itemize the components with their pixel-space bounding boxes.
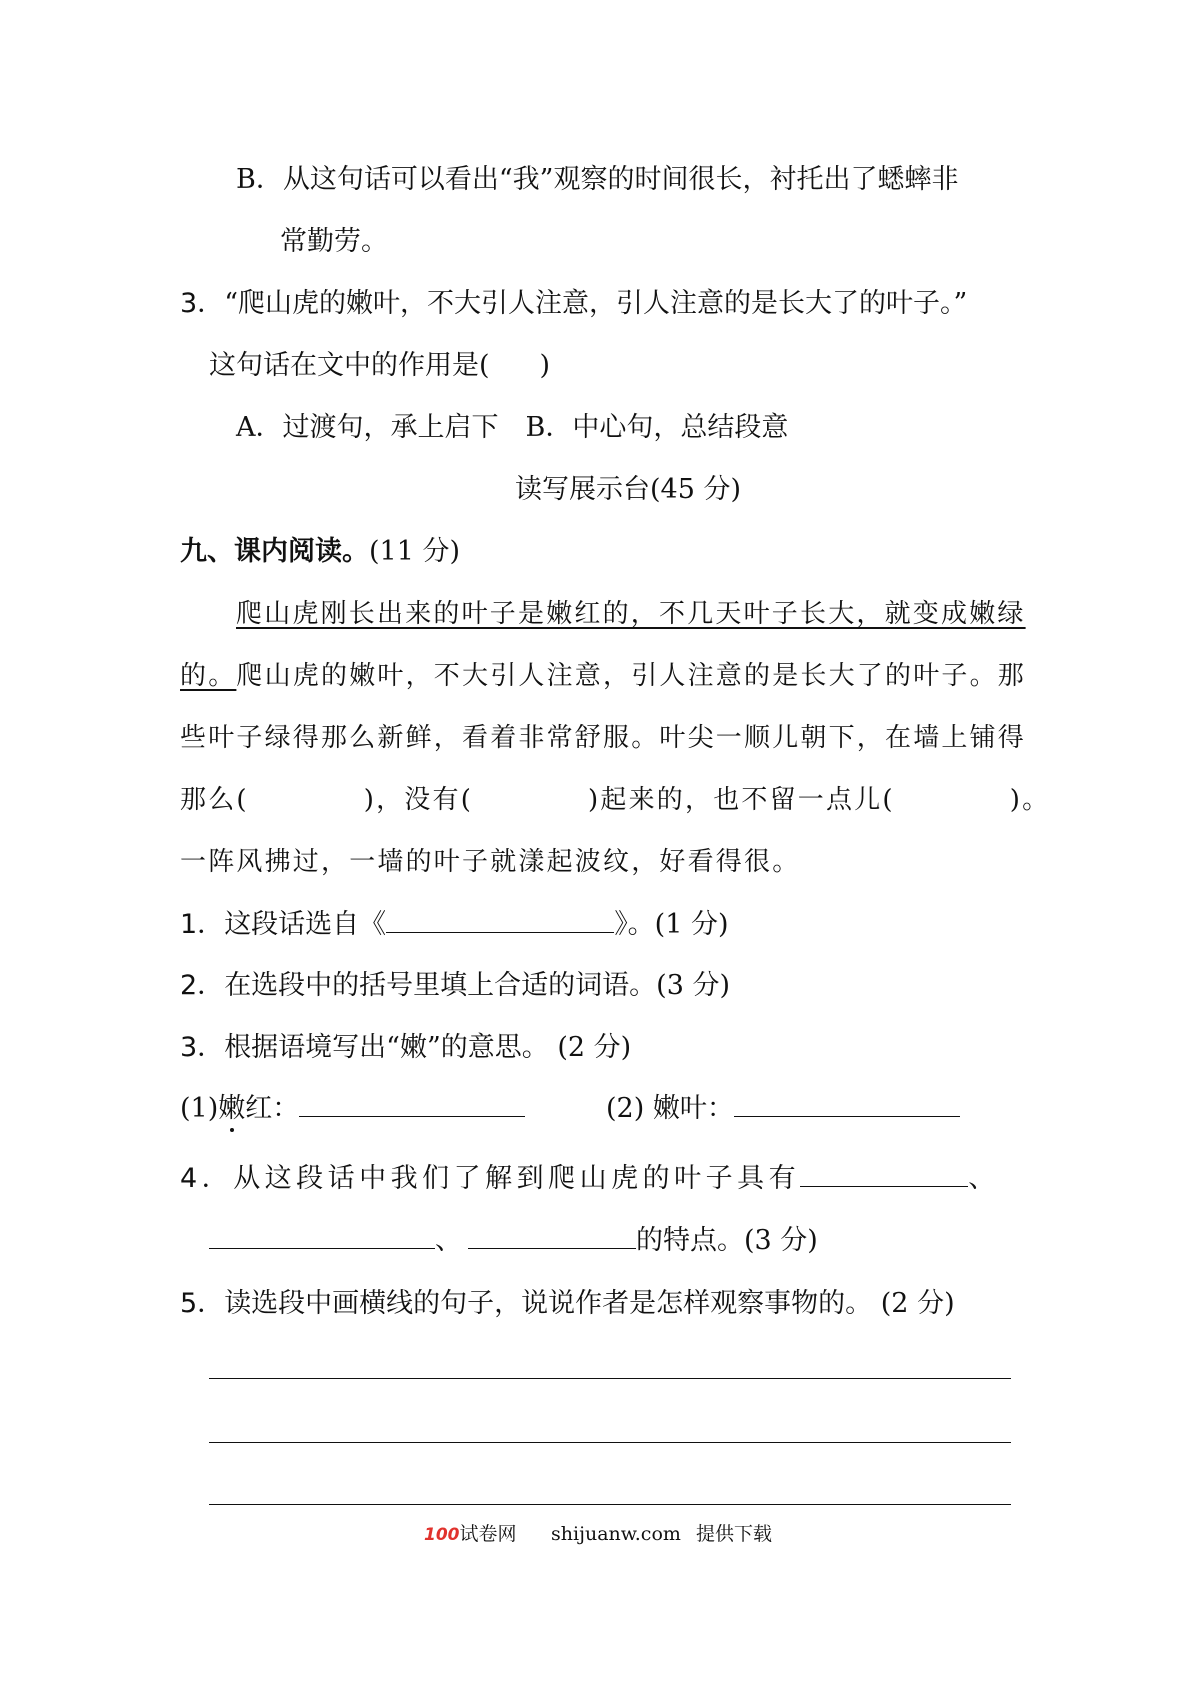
- question-1: [180, 906, 729, 943]
- q2-option-b-line2: 常勤劳。: [280, 226, 388, 257]
- q3-text-line2: 这句话在文中的作用是(: [209, 350, 490, 381]
- q3-number: 3．: [180, 288, 225, 319]
- brand-logo: 100: [424, 1525, 460, 1545]
- passage-line2: [180, 658, 1026, 694]
- passage-fill-text-b: )，没有(: [363, 785, 474, 815]
- question-3-sub1-blank[interactable]: [299, 1090, 525, 1117]
- passage-fill-text-d: )。: [1009, 785, 1051, 815]
- question-3: [180, 1030, 631, 1066]
- passage-fill-text-a: 那么(: [180, 785, 249, 815]
- question-3-sub2-blank[interactable]: [734, 1090, 960, 1117]
- question-3-sub1: [180, 1090, 525, 1127]
- question-4-blank-2[interactable]: [209, 1222, 435, 1249]
- question-1-text-a: 这段话选自《: [224, 909, 387, 940]
- question-3-sub1-label: (1): [180, 1093, 219, 1124]
- answer-line-1[interactable]: [209, 1378, 1011, 1379]
- footer-brand: [424, 1521, 517, 1548]
- passage-line2-text: 爬山虎的嫩叶，不大引人注意，引人注意的是长大了的叶子。那: [236, 661, 1027, 691]
- q3-close-paren: ): [539, 350, 551, 381]
- question-5-text: 读选段中画横线的句子，说说作者是怎样观察事物的。 (2 分): [224, 1288, 955, 1319]
- question-1-text-b: 》。(1 分): [614, 909, 729, 940]
- question-4-text-a: 从这段话中我们了解到爬山虎的叶子具有: [233, 1163, 801, 1194]
- question-4-line2: [209, 1222, 818, 1259]
- question-2-number: 2．: [180, 970, 225, 1001]
- passage-line3: 些叶子绿得那么新鲜，看着非常舒服。叶尖一顺儿朝下，在墙上铺得: [180, 723, 1027, 753]
- question-4-text-d: 的特点。(3 分): [636, 1225, 818, 1256]
- question-3-sub1-text: 红：: [245, 1093, 300, 1124]
- section-title: 读写展示台(45 分): [515, 474, 742, 505]
- question-4-text-b: 、: [968, 1163, 1000, 1194]
- footer-domain: shijuanw.com: [551, 1523, 681, 1545]
- passage-underlined-sentence: 爬山虎刚长出来的叶子是嫩红的，不几天叶子长大，就变成嫩绿: [236, 599, 1026, 629]
- passage-line1: [236, 596, 1026, 632]
- question-3-number: 3．: [180, 1032, 225, 1063]
- q3-text-line1: “爬山虎的嫩叶，不大引人注意，引人注意的是长大了的叶子。”: [224, 288, 968, 319]
- passage-underlined-end: 的。: [180, 661, 237, 691]
- passage-line4: [180, 782, 1050, 818]
- question-1-answer-blank[interactable]: [386, 906, 614, 933]
- question-3-text: 根据语境写出“嫩”的意思。 (2 分): [224, 1032, 632, 1063]
- brand-name: 试卷网: [459, 1523, 517, 1545]
- part9-score: (11 分): [369, 536, 461, 567]
- footer-note: 提供下载: [696, 1523, 773, 1545]
- question-3-sub2-label: (2): [606, 1093, 653, 1124]
- question-4-text-c: 、: [435, 1225, 462, 1256]
- question-1-number: 1．: [180, 909, 225, 940]
- question-2-text: 在选段中的括号里填上合适的词语。(3 分): [224, 970, 731, 1001]
- question-2: [180, 968, 730, 1004]
- question-5-number: 5．: [180, 1288, 225, 1319]
- emphasis-dot-char: 嫩: [218, 1093, 246, 1124]
- question-4-blank-3[interactable]: [468, 1222, 636, 1249]
- question-3-sub2: [606, 1090, 960, 1127]
- question-4-blank-1[interactable]: [800, 1160, 968, 1187]
- q2-option-b-line1: B．从这句话可以看出“我”观察的时间很长，衬托出了蟋蟀非: [236, 164, 959, 195]
- passage-line5: 一阵风拂过，一墙的叶子就漾起波纹，好看得很。: [180, 847, 801, 877]
- q3-line1: [180, 286, 967, 322]
- question-5: [180, 1286, 955, 1322]
- answer-line-2[interactable]: [209, 1442, 1011, 1443]
- q3-options: A．过渡句，承上启下 B．中心句，总结段意: [236, 412, 789, 443]
- question-3-sub2-text: 嫩叶：: [652, 1093, 734, 1124]
- q3-line2: [209, 348, 550, 384]
- part9-heading-text: 九、课内阅读。: [180, 536, 369, 567]
- part9-heading: [180, 534, 460, 570]
- question-4-line1: [180, 1160, 1000, 1197]
- question-4-number: 4．: [180, 1163, 234, 1194]
- passage-fill-text-c: )起来的，也不留一点儿(: [588, 785, 895, 815]
- answer-line-3[interactable]: [209, 1504, 1011, 1505]
